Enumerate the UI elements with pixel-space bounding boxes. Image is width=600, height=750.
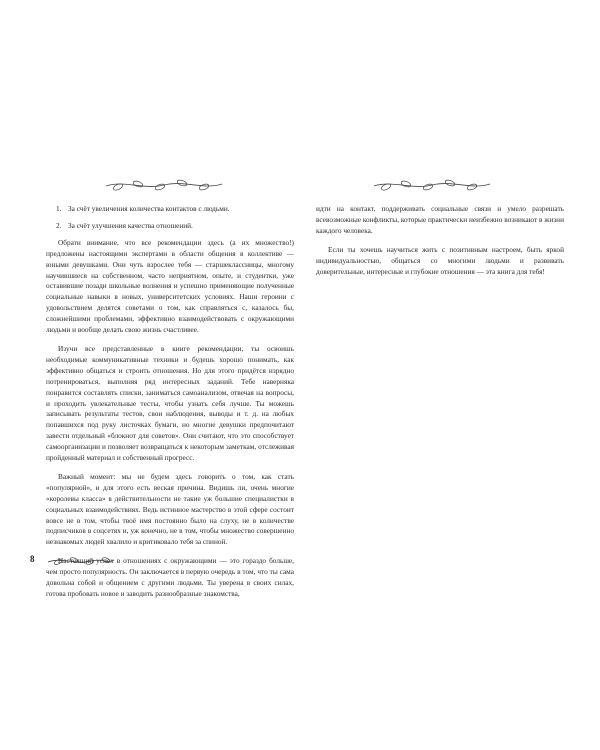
paragraph: Настоящий успех в отношениях с окружающими — это гораздо больше, чем просто популярность. Он заключается в первую очередь в том, что ты сама довольна собой и общением с другими людьми. Ты уверена в своих силах, готова пробовать новое и заводить разнообразные знакомства, <box>46 556 294 598</box>
left-page-text-column <box>46 204 294 608</box>
right-page-text-column <box>316 204 564 285</box>
paragraph: Обрати внимание, что все рекомендации здесь (а их множество!) предложены настоящими экспертами в области общения в коллективе — юными девушками. Они чуть взрослее тебя — старшеклассницы, многому научившиеся на собственном, часто неприятном, опыте, и студентки, уже оставившие позади школьные волнения и успешно применяющие полученные социальные навыки в новых, университетских условиях. Наши героини с удовольствием делятся советами о том, как справляться с, казалось бы, сложнейшими проблемами, эффективно взаимодействовать с окружающими людьми и вообще делать свою жизнь счастливее. <box>46 237 294 335</box>
paragraph: Изучи все представленные в книге рекомендации, ты освоишь необходимые коммуникативные техники и будешь хорошо понимать, как эффективно общаться и строить отношения. Но для этого придётся изрядно потренироваться, выполняя ряд интересных заданий. Тебе наверняка понравится составлять списки, заниматься самоанализом, отвечая на вопросы, и проходить увлекательные тесты, чтобы узнать себя лучше. Ты можешь записывать результаты тестов, свои наблюдения, выводы и т. д. на любых попавшихся под руку листочках бумаги, но многие девушки предпочитают завести отдельный «блокнот для советов». Они считают, что это способствует самоорганизации и позволяет возвращаться к некоторым заметкам, отслеживая пройденный материал и собственный прогресс. <box>46 343 294 463</box>
vine-ornament-right-icon <box>372 178 492 192</box>
vine-ornament-left-icon <box>104 178 224 192</box>
paragraph: Важный момент: мы не будем здесь говорить о том, как стать «популярной», и для этого есть веская причина. Видишь ли, очень многие «королевы класса» в действительности не такие уж большие специалистки в социальных взаимодействиях. Ведь истинное мастерство в этой сфере состоит вовсе не в том, чтобы твоё имя постоянно было на слуху, не в количестве подписчиков в соцсетях и, уж конечно, не в том, чтобы множество совершенно незнакомых людей хвалило и критиковало тебя за спиной. <box>46 471 294 547</box>
numbered-list <box>46 204 294 232</box>
vine-ornament-footer-icon <box>46 556 116 566</box>
paragraph: идти на контакт, поддерживать социальные связи и умело разрешать всевозможные конфликты, которые практически неизбежно возникают в жизни каждого человека. <box>316 204 564 235</box>
page-number: 8 <box>30 554 35 564</box>
list-item: 1. За счёт увеличения количества контактов с людьми. <box>56 204 230 213</box>
paragraph: Если ты хочешь научиться жить с позитивным настроем, быть яркой индивидуальностью, общаться со многими людьми и развивать доверительные, интересные и глубокие отношения — эта книга для тебя! <box>316 244 564 276</box>
list-item: 2. За счёт улучшения качества отношений. <box>56 220 193 230</box>
